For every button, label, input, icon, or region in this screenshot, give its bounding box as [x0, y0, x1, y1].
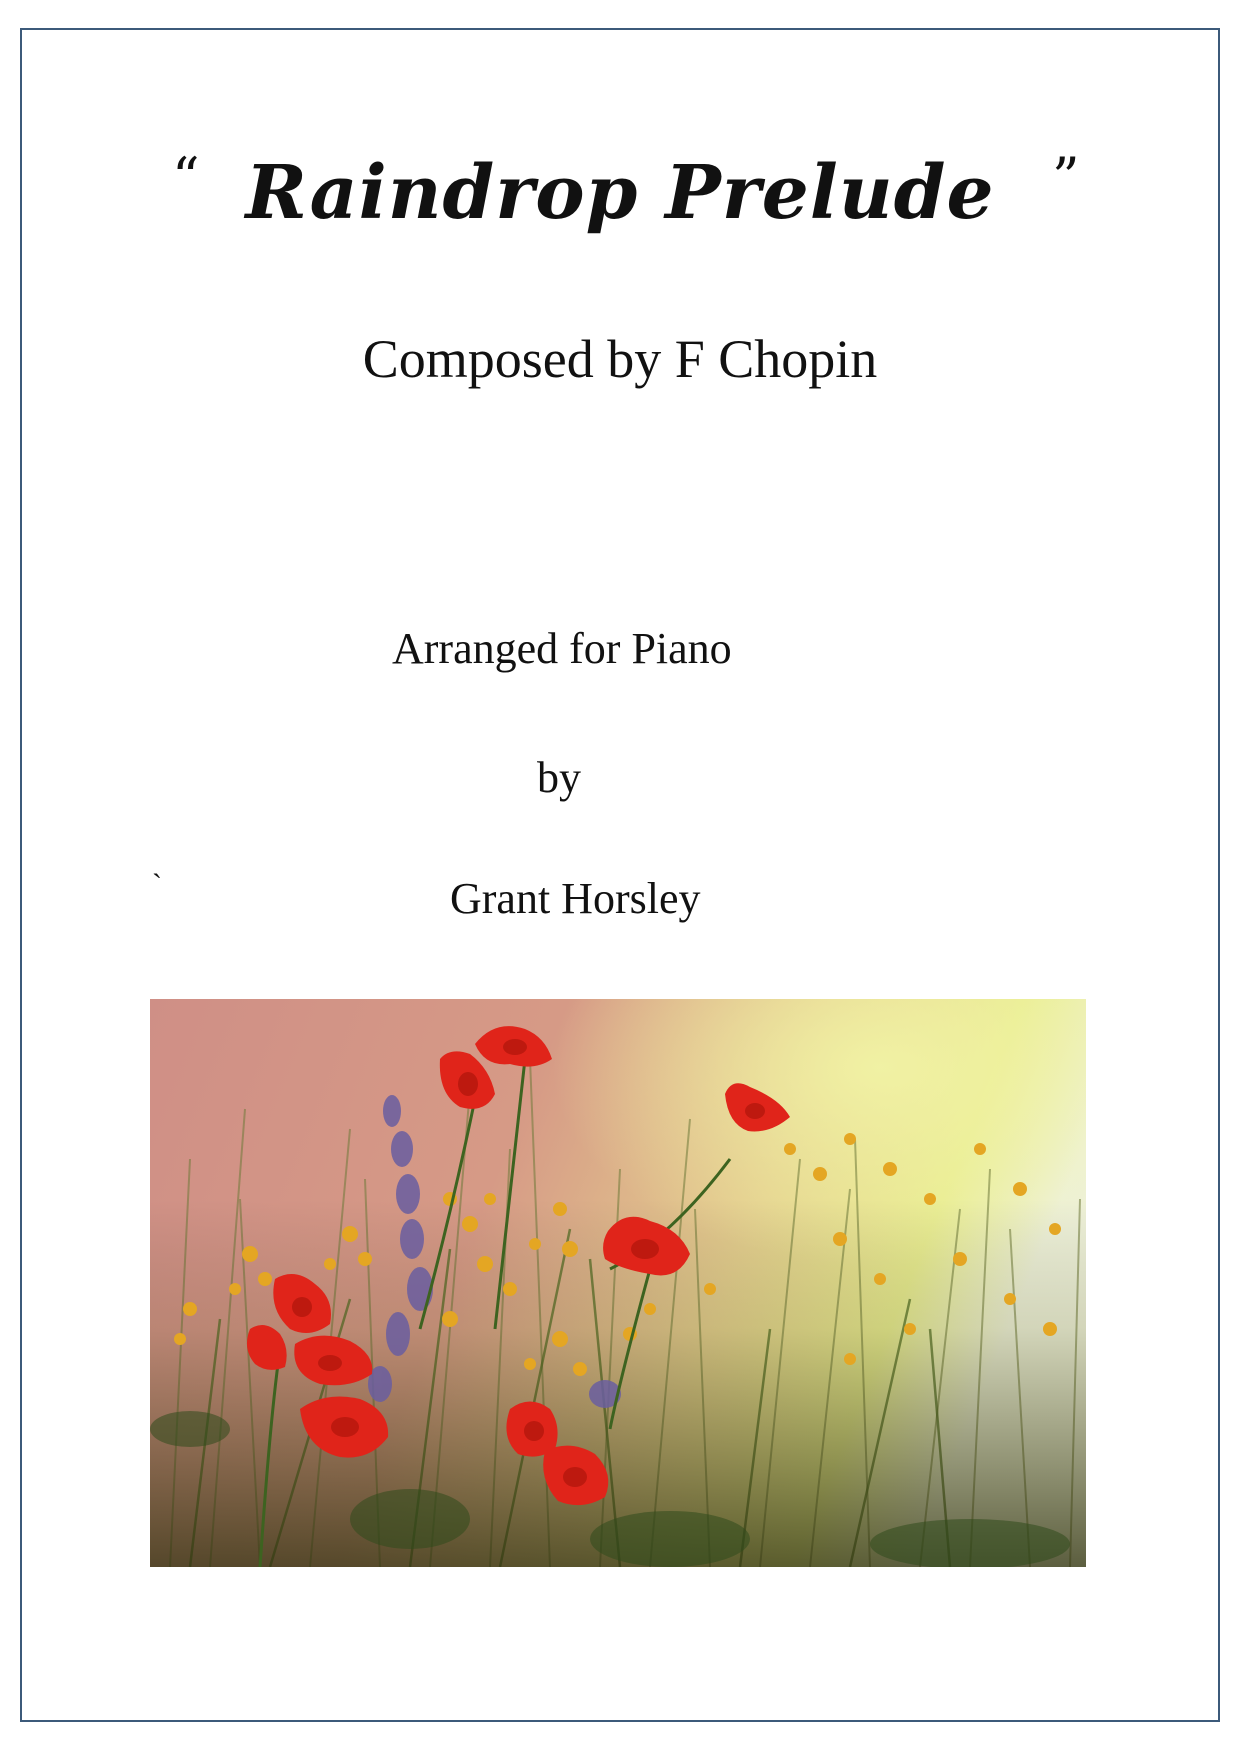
poppy-field-photo	[150, 999, 1086, 1567]
title-open-quote: “	[172, 146, 200, 209]
piece-title: Raindrop Prelude	[245, 150, 995, 236]
stray-mark: `	[152, 868, 162, 901]
composer-credit: Composed by F Chopin	[362, 329, 878, 389]
by-label: by	[537, 753, 581, 802]
title-close-quote: ”	[1052, 146, 1080, 209]
arrangement-note: Arranged for Piano	[392, 624, 732, 673]
arranger-name: Grant Horsley	[450, 874, 701, 923]
